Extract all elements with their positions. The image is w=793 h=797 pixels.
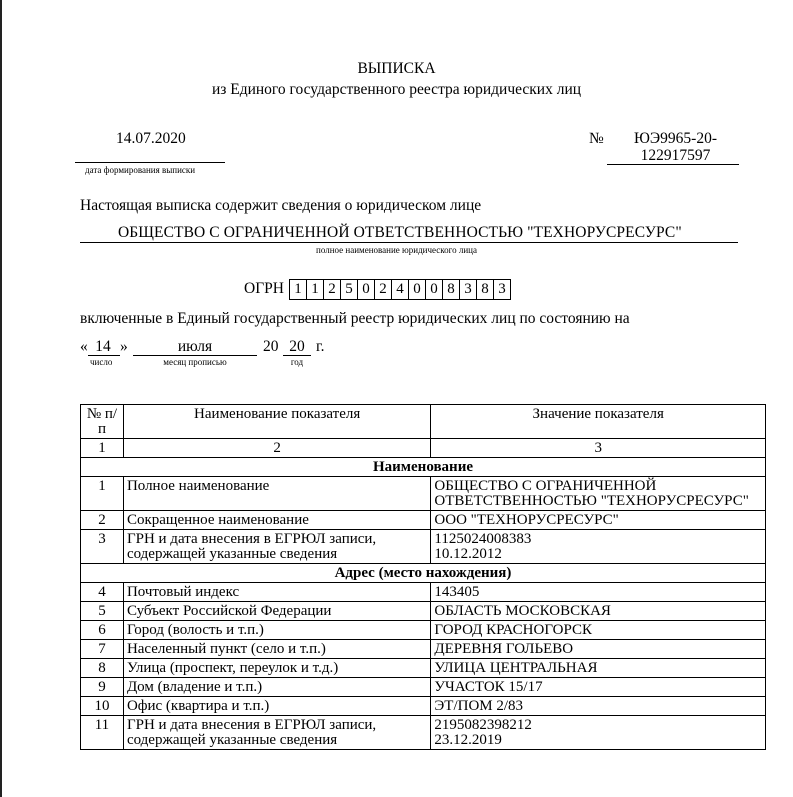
row-number: 9 bbox=[81, 678, 124, 697]
indicator-name: Офис (квартира и т.п.) bbox=[123, 697, 430, 716]
row-number: 11 bbox=[81, 716, 124, 750]
table-row bbox=[81, 621, 766, 640]
indicator-value: 143405 bbox=[431, 583, 766, 602]
year-value: 20 bbox=[289, 338, 305, 355]
indicator-value: УЧАСТОК 15/17 bbox=[431, 678, 766, 697]
day-caption: число bbox=[90, 357, 113, 367]
header-indicator-value: Значение показателя bbox=[431, 405, 766, 439]
day-open-quote: « bbox=[80, 338, 88, 355]
intro-text: Настоящая выписка содержит сведения о юридическом лице bbox=[80, 197, 482, 214]
row-number: 6 bbox=[81, 621, 124, 640]
indicator-name: Полное наименование bbox=[123, 477, 430, 511]
colnum-1: 1 bbox=[81, 439, 124, 458]
ogrn-digit: 2 bbox=[323, 279, 341, 300]
row-number: 5 bbox=[81, 602, 124, 621]
indicator-name: ГРН и дата внесения в ЕГРЮЛ записи, содержащей указанные сведения bbox=[123, 716, 430, 750]
section-title: Адрес (место нахождения) bbox=[81, 564, 766, 583]
day-underline bbox=[88, 355, 120, 356]
header-indicator-name: Наименование показателя bbox=[123, 405, 430, 439]
org-full-name: ОБЩЕСТВО С ОГРАНИЧЕННОЙ ОТВЕТСТВЕННОСТЬЮ "ТЕХНОРУСРЕСУРС" bbox=[118, 224, 682, 241]
indicator-name: Субъект Российской Федерации bbox=[123, 602, 430, 621]
indicator-value: ОБЩЕСТВО С ОГРАНИЧЕННОЙ ОТВЕТСТВЕННОСТЬЮ "ТЕХНОРУСРЕСУРС" bbox=[431, 477, 766, 511]
table-colnum-row bbox=[81, 439, 766, 458]
page-left-border bbox=[0, 0, 2, 797]
indicator-value: ДЕРЕВНЯ ГОЛЬЕВО bbox=[431, 640, 766, 659]
ogrn-digit: 3 bbox=[459, 279, 477, 300]
day-value: 14 bbox=[95, 338, 111, 355]
number-sign: № bbox=[589, 130, 604, 147]
day-close-quote: » bbox=[120, 338, 128, 355]
section-title: Наименование bbox=[81, 458, 766, 477]
table-row bbox=[81, 716, 766, 750]
ogrn-digit: 8 bbox=[476, 279, 494, 300]
issue-date-caption: дата формирования выписки bbox=[85, 165, 196, 175]
row-number: 1 bbox=[81, 477, 124, 511]
indicator-value: ОБЛАСТЬ МОСКОВСКАЯ bbox=[431, 602, 766, 621]
ogrn-digit: 1 bbox=[306, 279, 324, 300]
document-subtitle: из Единого государственного реестра юридических лиц bbox=[211, 81, 582, 98]
row-number: 8 bbox=[81, 659, 124, 678]
section-row bbox=[81, 458, 766, 477]
colnum-2: 2 bbox=[123, 439, 430, 458]
issue-date: 14.07.2020 bbox=[116, 130, 186, 147]
ogrn-digit: 2 bbox=[374, 279, 392, 300]
ogrn-digit: 5 bbox=[340, 279, 358, 300]
org-name-caption: полное наименование юридического лица bbox=[316, 245, 477, 255]
ogrn-digit: 4 bbox=[391, 279, 409, 300]
ogrn-digit-boxes bbox=[290, 279, 511, 300]
indicator-name: Населенный пункт (село и т.п.) bbox=[123, 640, 430, 659]
header-number: № п/п bbox=[81, 405, 124, 439]
indicator-value: 1125024008383 10.12.2012 bbox=[431, 530, 766, 564]
ogrn-digit: 0 bbox=[425, 279, 443, 300]
year-underline bbox=[283, 355, 311, 356]
year-prefix: 20 bbox=[263, 338, 279, 355]
table-row bbox=[81, 659, 766, 678]
row-number: 4 bbox=[81, 583, 124, 602]
indicator-name: Улица (проспект, переулок и т.д.) bbox=[123, 659, 430, 678]
indicator-name: Дом (владение и т.п.) bbox=[123, 678, 430, 697]
row-number: 7 bbox=[81, 640, 124, 659]
colnum-3: 3 bbox=[431, 439, 766, 458]
ogrn-digit: 3 bbox=[493, 279, 511, 300]
indicator-value: 2195082398212 23.12.2019 bbox=[431, 716, 766, 750]
row-number: 10 bbox=[81, 697, 124, 716]
indicator-value: ООО "ТЕХНОРУСРЕСУРС" bbox=[431, 511, 766, 530]
table-row bbox=[81, 511, 766, 530]
indicator-value: УЛИЦА ЦЕНТРАЛЬНАЯ bbox=[431, 659, 766, 678]
table-row bbox=[81, 530, 766, 564]
included-text: включенные в Единый государственный реестр юридических лиц по состоянию на bbox=[80, 310, 630, 327]
row-number: 2 bbox=[81, 511, 124, 530]
table-row bbox=[81, 477, 766, 511]
indicator-name: Сокращенное наименование bbox=[123, 511, 430, 530]
ogrn-label: ОГРН bbox=[244, 280, 284, 297]
indicator-value: ЭТ/ПОМ 2/83 bbox=[431, 697, 766, 716]
table-row bbox=[81, 640, 766, 659]
document-number-underline bbox=[607, 164, 739, 165]
indicator-name: Почтовый индекс bbox=[123, 583, 430, 602]
year-caption: год bbox=[290, 357, 304, 367]
indicator-name: Город (волость и т.п.) bbox=[123, 621, 430, 640]
month-value: июля bbox=[177, 338, 213, 355]
issue-date-underline bbox=[75, 162, 225, 163]
month-underline bbox=[133, 355, 257, 356]
indicator-name: ГРН и дата внесения в ЕГРЮЛ записи, содержащей указанные сведения bbox=[123, 530, 430, 564]
ogrn-digit: 1 bbox=[289, 279, 307, 300]
ogrn-digit: 0 bbox=[408, 279, 426, 300]
table-row bbox=[81, 697, 766, 716]
table-row bbox=[81, 602, 766, 621]
document-number: ЮЭ9965-20-122917597 bbox=[634, 130, 717, 164]
ogrn-digit: 0 bbox=[357, 279, 375, 300]
registry-table bbox=[80, 404, 766, 750]
table-row bbox=[81, 678, 766, 697]
month-caption: месяц прописью bbox=[163, 357, 227, 367]
indicator-value: ГОРОД КРАСНОГОРСК bbox=[431, 621, 766, 640]
org-name-underline bbox=[80, 242, 738, 243]
document-title: ВЫПИСКА bbox=[357, 60, 436, 77]
table-header-row bbox=[81, 405, 766, 439]
section-row bbox=[81, 564, 766, 583]
ogrn-digit: 8 bbox=[442, 279, 460, 300]
year-suffix: г. bbox=[316, 338, 325, 355]
row-number: 3 bbox=[81, 530, 124, 564]
table-row bbox=[81, 583, 766, 602]
